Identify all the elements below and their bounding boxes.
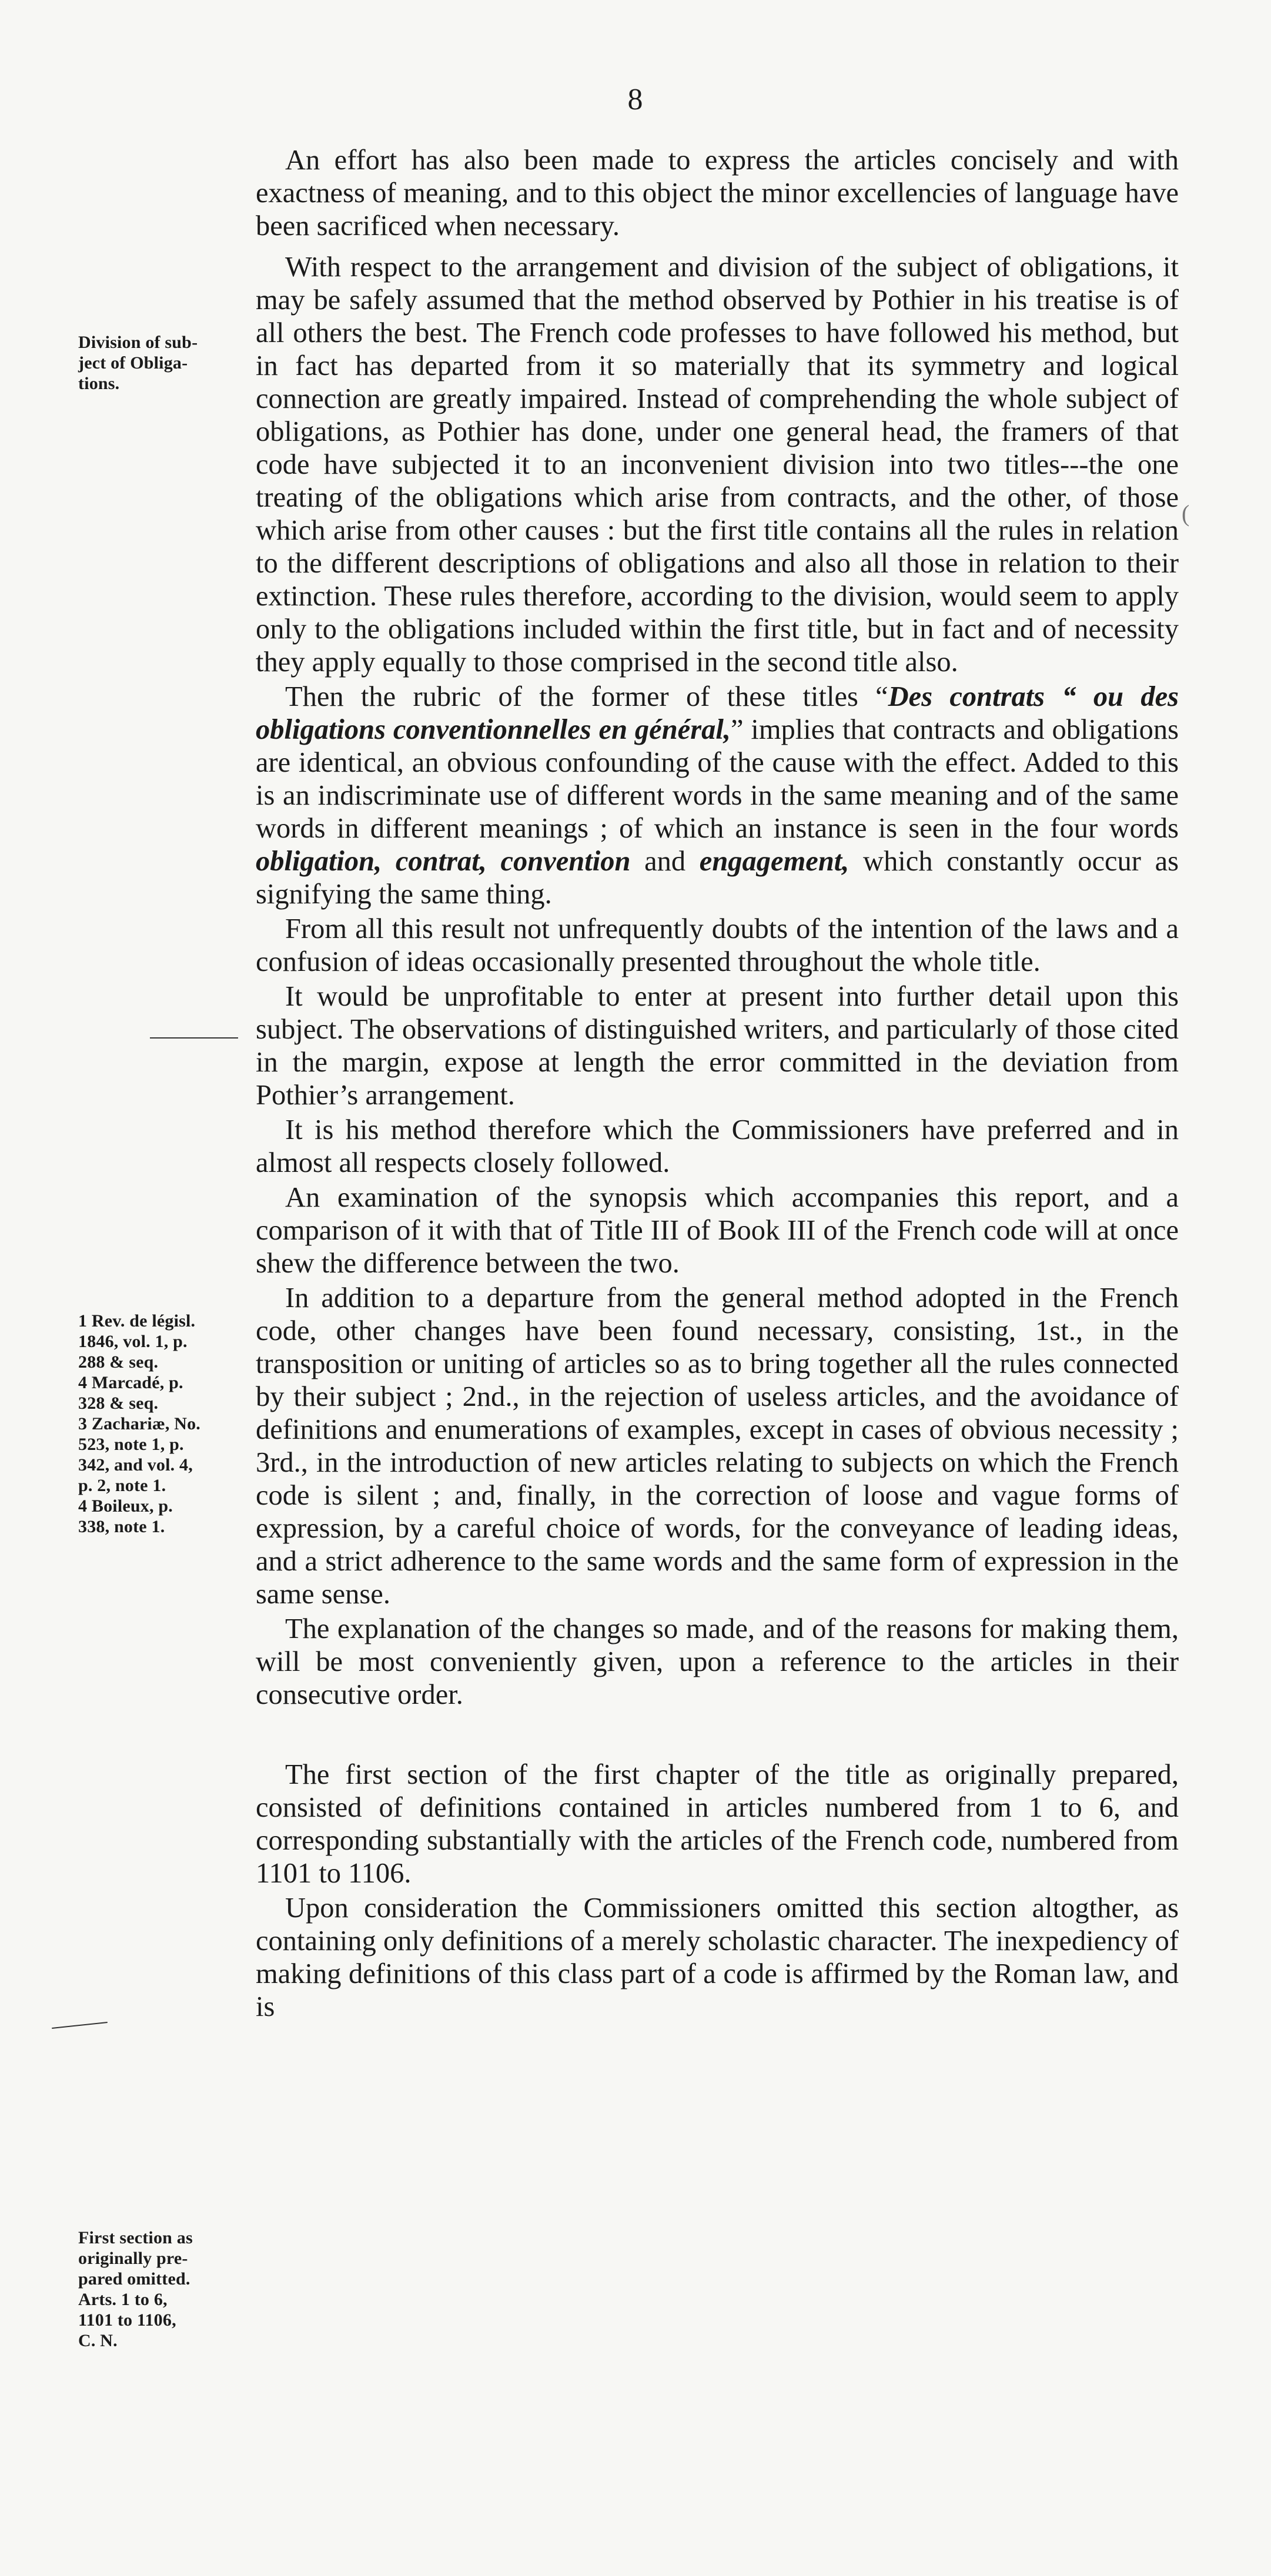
paragraph-rubric — [256, 681, 1179, 911]
margin-note-line: pared omitted. — [78, 2269, 190, 2289]
margin-note-line: C. N. — [78, 2331, 118, 2350]
margin-note-line: 328 & seq. — [78, 1393, 159, 1413]
margin-note-line: 1 Rev. de législ. — [78, 1311, 196, 1331]
margin-note-line: First section as — [78, 2228, 193, 2247]
paragraph-method-preferred: It is his method therefore which the Commissioners have preferred and in almost all respects closely followed. — [256, 1114, 1179, 1178]
margin-note-line: p. 2, note 1. — [78, 1476, 166, 1495]
italic-words: obligation, contrat, convention — [256, 846, 631, 877]
paragraph-changes: In addition to a departure from the general method adopted in the French code, other changes have been found necessary, consisting, 1st., in the transposition or uniting of articles so as to bring together all the rules connected by their subject ; 2nd., in the rejection of useless articles, and the avoidance of definitions and enumerations of examples, except in cases of obvious necessity ; 3rd., in the introduction of new articles relating to subjects on which the French code is silent ; and, finally, in the correction of loose and vague forms of expression, by a careful choice of words, for the conveyance of leading ideas, and a strict adherence to the same words and the same form of expression in the same sense. — [256, 1282, 1179, 1610]
text-run: ” implies that contracts and obligations are identical, an obvious confounding of the cause with the effect. Added to this is an indiscriminate use of different words in the same meaning and of the same words in different meanings ; of which an instance is seen in the four words — [256, 714, 1179, 844]
text-run: which constantly occur as signifying the same thing. — [256, 846, 1179, 910]
text-run: and — [630, 846, 700, 877]
margin-note-first-section — [78, 2227, 255, 2351]
stray-rule-mark — [52, 2022, 108, 2029]
margin-note-line: 338, note 1. — [78, 1517, 165, 1536]
paragraph-concise-articles: An effort has also been made to express the articles concisely and with exactness of meaning, and to this object the minor excellencies of language have been sacrificed when necessary. — [256, 145, 1179, 242]
margin-note-line: Division of sub- — [78, 333, 198, 352]
margin-note-line: 288 & seq. — [78, 1352, 159, 1372]
margin-note-line: 3 Zachariæ, No. — [78, 1414, 200, 1433]
page-number: 8 — [627, 83, 644, 116]
margin-note-line: ject of Obliga- — [78, 353, 188, 373]
paragraph-division-of-subject: With respect to the arrangement and division of the subject of obligations, it may be safely assumed that the method observed by Pothier in his treatise is of all others the best. The French code professes to have followed his method, but in fact has departed from it so materially that its symmetry and logical connection are greatly impaired. Instead of comprehending the whole subject of obligations, as Pothier has done, under one general head, the framers of that code have subjected it to an inconvenient division into two titles---the one treating of the obligations which arise from contracts, and the other, of those which arise from other causes : but the first title contains all the rules in relation to the different descriptions of obligations and also all those in relation to their extinction. These rules therefore, according to the division, would seem to apply only to the obligations included within the first title, but in fact and of necessity they apply equally to those comprised in the second title also. — [256, 252, 1179, 678]
paragraph-first-section: The first section of the first chapter of the title as originally prepared, consisted of definitions contained in articles numbered from 1 to 6, and corresponding substantially with the articles of the French code, numbered from 1101 to 1106. — [256, 1759, 1179, 1889]
paragraph-unprofitable: It would be unprofitable to enter at present into further detail upon this subject. The observations of distinguished writers, and particularly of those cited in the margin, expose at length the error committed in the deviation from Pothier’s arrangement. — [256, 981, 1179, 1111]
rubric-title: Des contrats “ ou des obligations conventionnelles en général, — [256, 681, 1179, 745]
margin-note-line: Arts. 1 to 6, — [78, 2290, 168, 2309]
paragraph-explanation: The explanation of the changes so made, and of the reasons for making them, will be most conveniently given, upon a reference to the articles in their consecutive order. — [256, 1613, 1179, 1710]
margin-note-line: 523, note 1, p. — [78, 1435, 184, 1454]
margin-note-line: 4 Marcadé, p. — [78, 1373, 183, 1392]
margin-note-line: 1101 to 1106, — [78, 2310, 176, 2330]
margin-note-line: 1846, vol. 1, p. — [78, 1332, 188, 1351]
margin-note-line: originally pre- — [78, 2249, 188, 2268]
paragraph-omitted: Upon consideration the Commissioners omitted this section altogther, as containing only definitions of a merely scholastic character. The inexpediency of making definitions of this class part of a code is affirmed by the Roman law, and is — [256, 1892, 1179, 2022]
margin-note-citations — [78, 1311, 255, 1537]
stray-bracket-mark: ( — [1182, 500, 1190, 527]
paragraph-confusion: From all this result not unfrequently doubts of the intention of the laws and a confusion of ideas occasionally presented throughout the whole title. — [256, 913, 1179, 977]
body-text — [256, 144, 1179, 2024]
stray-rule-mark — [150, 1037, 238, 1039]
paragraph-synopsis: An examination of the synopsis which accompanies this report, and a comparison of it with that of Title III of Book III of the French code will at once shew the difference between the two. — [256, 1182, 1179, 1279]
italic-word: engagement, — [699, 846, 849, 877]
margin-note-line: 4 Boileux, p. — [78, 1496, 173, 1516]
margin-note-line: 342, and vol. 4, — [78, 1455, 193, 1475]
margin-note-line: tions. — [78, 374, 120, 393]
text-run: Then the rubric of the former of these titles “ — [285, 681, 888, 712]
margin-note-division — [78, 332, 255, 394]
